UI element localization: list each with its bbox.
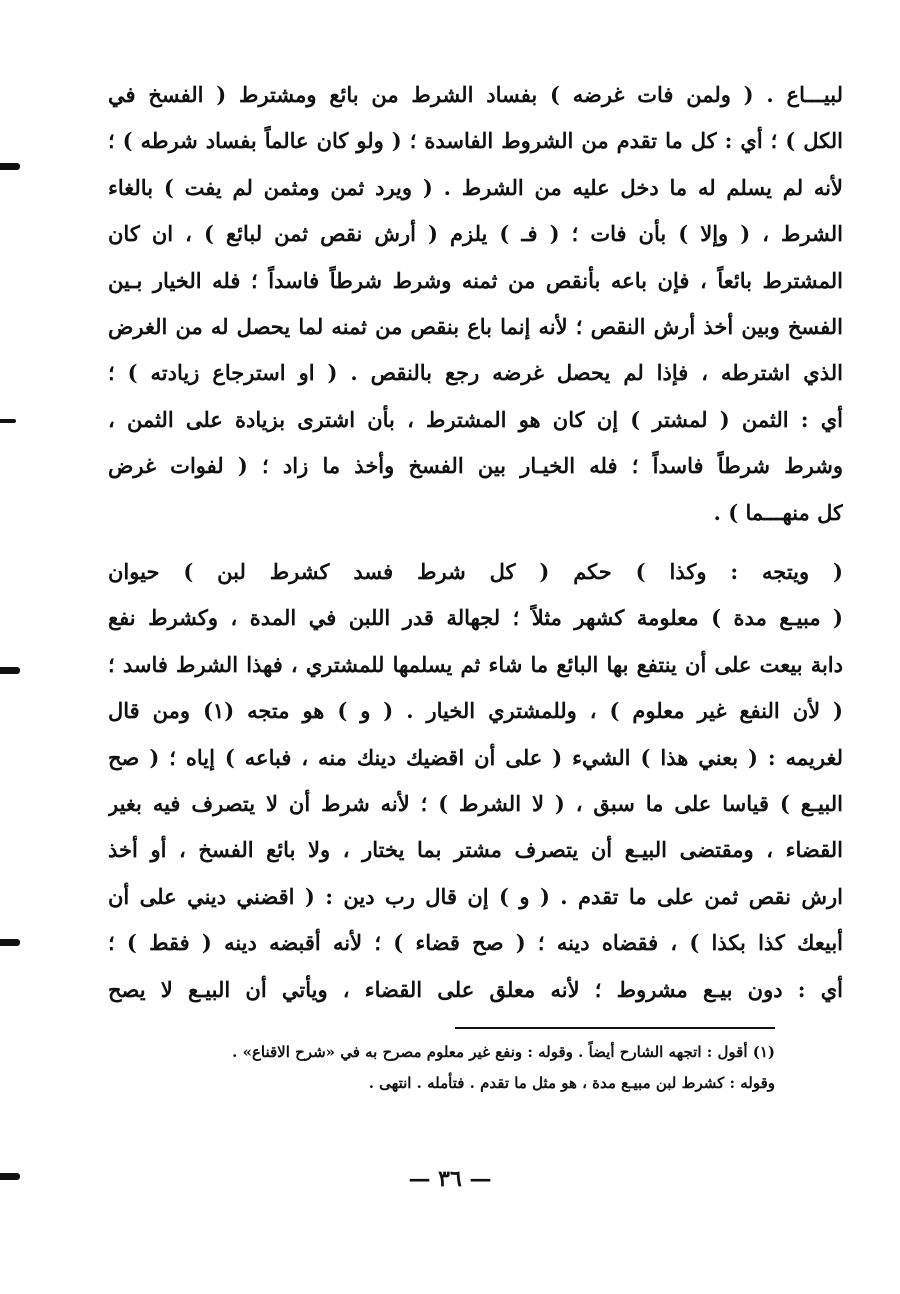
page-number: — ٣٦ — [408, 1166, 492, 1192]
edge-mark-bottom [0, 1173, 20, 1180]
text-line: الفسخ وبين أخذ أرش النقص ؛ لأنه إنما باع بنقص من ثمنه لما يحصل له من الغرض [108, 313, 843, 339]
paragraph-one [108, 72, 843, 536]
edge-mark-upper [0, 419, 16, 423]
text-line: أي : دون بيـع مشروط ؛ لأنه معلق على القضاء ، ويأتي أن البيـع لا يصح [108, 976, 843, 1002]
edge-mark-middle [0, 667, 20, 674]
text-line: الذي اشترطه ، فإذا لم يحصل غرضه رجع بالنقص . ( او استرجاع زيادته ) ؛ [108, 360, 843, 386]
paragraph-two [108, 549, 843, 1013]
text-line: الشرط ، ( وإلا ) بأن فات ؛ ( فـ ) يلزم ( أرش نقص ثمن لبائع ) ، ان كان [108, 221, 843, 247]
text-line: ( لأن النفع غير معلوم ) ، وللمشتري الخيار . ( و ) هو متجه (١) ومن قال [108, 698, 843, 724]
text-line: المشترط بائعاً ، فإن باعه بأنقص من ثمنه وشرط شرطاً فاسداً ؛ فله الخيار بـين [108, 267, 843, 293]
edge-mark-lower [0, 939, 20, 946]
text-line: وشرط شرطاً فاسداً ؛ فله الخيـار بين الفسخ وأخذ ما زاد ؛ ( لفوات غرض [108, 453, 843, 479]
text-line: دابة بيعت على أن ينتفع بها البائع ما شاء ثم يسلمها للمشتري ، فهذا الشرط فاسد ؛ [108, 651, 843, 677]
text-line: الكل ) ؛ أي : كل ما تقدم من الشروط الفاسدة ؛ ( ولو كان عالماً بفساد شرطه ) ؛ [108, 128, 843, 154]
text-line: البيـع ) قياسا على ما سبق ، ( لا الشرط ) ؛ لأنه شرط أن لا يتصرف فيه بغير [108, 790, 843, 816]
footnote-line: (١) أقول : اتجهه الشارح أيضاً . وقوله : ونفع غير معلوم مصرح به في «شرح الاقناع» . [232, 1043, 775, 1061]
text-line: القضاء ، ومقتضى البيـع أن يتصرف مشتر بما يختار ، ولا بائع الفسخ ، أو أخذ [108, 837, 843, 863]
footnote-line: وقوله : كشرط لبن مبيـع مدة ، هو مثل ما تقدم . فتأمله . انتهى . [368, 1074, 775, 1092]
text-line: لبيـــاع . ( ولمن فات غرضه ) بفساد الشرط من بائع ومشترط ( الفسخ في [108, 82, 843, 107]
text-line: أبيعك كذا بكذا ) ، فقضاه دينه ؛ ( صح قضاء ) ؛ لأنه أقبضه دينه ( فقط ) ؛ [108, 930, 843, 956]
text-line: لأنه لم يسلم له ما دخل عليه من الشرط . ( ويرد ثمن ومثمن لم يفت ) بالغاء [108, 174, 843, 200]
text-line: ( مبيـع مدة ) معلومة كشهر مثلاً ؛ لجهالة قدر اللبن في المدة ، وكشرط نفع [108, 605, 843, 631]
text-line: أي : الثمن ( لمشتر ) إن كان هو المشترط ، بأن اشترى بزيادة على الثمن ، [108, 406, 843, 432]
footnotes [150, 1037, 775, 1099]
edge-mark-top [0, 163, 20, 170]
text-line: كل منهـــما ) . [713, 499, 843, 525]
text-line: ارش نقص ثمن على ما تقدم . ( و ) إن قال رب دين : ( اقضني ديني على أن [108, 883, 843, 909]
footnote-separator [455, 1027, 775, 1029]
text-line: لغريمه : ( بعني هذا ) الشيء ( على أن اقضيك دينك منه ، فباعه ) إياه ؛ ( صح [108, 744, 843, 770]
text-line: ( ويتجه : وكذا ) حكم ( كل شرط فسد كشرط لبن ) حيوان [108, 559, 843, 584]
